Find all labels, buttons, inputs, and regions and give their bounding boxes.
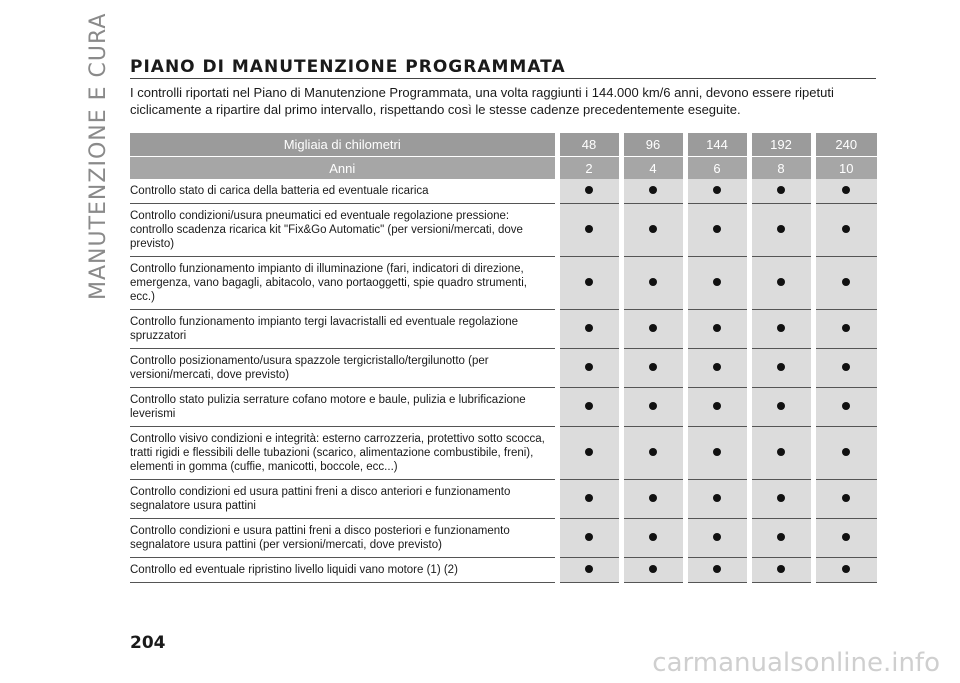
table-row bbox=[130, 519, 877, 558]
intro-paragraph: I controlli riportati nel Piano di Manutenzione Programmata, una volta raggiunti i 144.000 km/6 anni, devono essere ripetuti ciclicamente a ripartire dal primo intervallo, rispettando così le stesse cadenze precedentemente eseguite. bbox=[130, 85, 834, 117]
section-side-title: MANUTENZIONE E CURA bbox=[86, 12, 111, 300]
check-dot-icon bbox=[649, 186, 657, 194]
interval-cell bbox=[813, 257, 877, 310]
check-dot-icon bbox=[713, 402, 721, 410]
check-dot-icon bbox=[713, 186, 721, 194]
interval-cell bbox=[557, 349, 621, 388]
interval-cell bbox=[813, 310, 877, 349]
check-description: Controllo funzionamento impianto tergi lavacristalli ed eventuale regolazione spruzzatori bbox=[130, 310, 557, 349]
interval-cell bbox=[749, 349, 813, 388]
interval-cell bbox=[749, 558, 813, 583]
check-dot-icon bbox=[649, 363, 657, 371]
km-col-4: 192 bbox=[749, 133, 813, 157]
check-dot-icon bbox=[649, 448, 657, 456]
interval-cell bbox=[749, 179, 813, 204]
years-col-5: 10 bbox=[813, 157, 877, 180]
table-body bbox=[130, 179, 877, 583]
check-dot-icon bbox=[649, 324, 657, 332]
table-row bbox=[130, 310, 877, 349]
interval-cell bbox=[813, 349, 877, 388]
check-dot-icon bbox=[585, 533, 593, 541]
interval-cell bbox=[685, 388, 749, 427]
check-dot-icon bbox=[842, 402, 850, 410]
check-dot-icon bbox=[649, 225, 657, 233]
check-dot-icon bbox=[713, 324, 721, 332]
interval-cell bbox=[621, 310, 685, 349]
check-dot-icon bbox=[713, 448, 721, 456]
interval-cell bbox=[685, 349, 749, 388]
check-dot-icon bbox=[842, 225, 850, 233]
interval-cell bbox=[685, 204, 749, 257]
check-dot-icon bbox=[713, 225, 721, 233]
check-description: Controllo visivo condizioni e integrità: esterno carrozzeria, protettivo sotto scocca, tratti rigidi e flessibili delle tubazioni (scarico, alimentazione combustibile, freni), elementi in gomma (cuffie, manicotti, boccole, ecc...) bbox=[130, 427, 557, 480]
check-description: Controllo stato di carica della batteria ed eventuale ricarica bbox=[130, 179, 557, 204]
check-dot-icon bbox=[713, 363, 721, 371]
check-dot-icon bbox=[842, 448, 850, 456]
interval-cell bbox=[749, 204, 813, 257]
km-col-3: 144 bbox=[685, 133, 749, 157]
check-dot-icon bbox=[585, 448, 593, 456]
interval-cell bbox=[557, 257, 621, 310]
check-dot-icon bbox=[777, 565, 785, 573]
interval-cell bbox=[685, 480, 749, 519]
check-dot-icon bbox=[842, 565, 850, 573]
check-dot-icon bbox=[585, 324, 593, 332]
interval-cell bbox=[557, 388, 621, 427]
years-header-label: Anni bbox=[130, 157, 557, 180]
check-dot-icon bbox=[777, 448, 785, 456]
interval-cell bbox=[813, 204, 877, 257]
check-dot-icon bbox=[842, 324, 850, 332]
check-dot-icon bbox=[842, 278, 850, 286]
table-row bbox=[130, 349, 877, 388]
interval-cell bbox=[621, 257, 685, 310]
interval-cell bbox=[621, 349, 685, 388]
interval-cell bbox=[621, 519, 685, 558]
interval-cell bbox=[749, 427, 813, 480]
check-dot-icon bbox=[585, 363, 593, 371]
km-col-1: 48 bbox=[557, 133, 621, 157]
check-dot-icon bbox=[777, 402, 785, 410]
check-description: Controllo condizioni/usura pneumatici ed eventuale regolazione pressione: controllo scadenza ricarica kit "Fix&Go Automatic" (per versioni/mercati, dove previsto) bbox=[130, 204, 557, 257]
interval-cell bbox=[813, 519, 877, 558]
check-dot-icon bbox=[585, 278, 593, 286]
check-description: Controllo condizioni ed usura pattini freni a disco anteriori e funzionamento segnalatore usura pattini bbox=[130, 480, 557, 519]
interval-cell bbox=[813, 427, 877, 480]
years-col-2: 4 bbox=[621, 157, 685, 180]
check-dot-icon bbox=[842, 533, 850, 541]
interval-cell bbox=[621, 179, 685, 204]
interval-cell bbox=[557, 310, 621, 349]
years-header-row bbox=[130, 157, 877, 180]
check-dot-icon bbox=[777, 225, 785, 233]
years-col-4: 8 bbox=[749, 157, 813, 180]
check-dot-icon bbox=[585, 402, 593, 410]
check-dot-icon bbox=[777, 363, 785, 371]
km-header-row bbox=[130, 133, 877, 157]
check-dot-icon bbox=[777, 494, 785, 502]
interval-cell bbox=[621, 388, 685, 427]
interval-cell bbox=[813, 480, 877, 519]
check-dot-icon bbox=[777, 278, 785, 286]
interval-cell bbox=[557, 558, 621, 583]
check-dot-icon bbox=[585, 565, 593, 573]
title-divider bbox=[130, 78, 876, 79]
watermark: carmanualsonline.info bbox=[652, 648, 940, 678]
interval-cell bbox=[621, 427, 685, 480]
interval-cell bbox=[749, 257, 813, 310]
interval-cell bbox=[749, 388, 813, 427]
check-dot-icon bbox=[585, 494, 593, 502]
interval-cell bbox=[557, 179, 621, 204]
km-col-2: 96 bbox=[621, 133, 685, 157]
check-dot-icon bbox=[585, 225, 593, 233]
check-description: Controllo condizioni e usura pattini freni a disco posteriori e funzionamento segnalatore usura pattini (per versioni/mercati, dove previsto) bbox=[130, 519, 557, 558]
check-dot-icon bbox=[649, 533, 657, 541]
interval-cell bbox=[685, 257, 749, 310]
page-number: 204 bbox=[130, 633, 166, 653]
interval-cell bbox=[685, 519, 749, 558]
interval-cell bbox=[557, 427, 621, 480]
check-dot-icon bbox=[649, 402, 657, 410]
table-row bbox=[130, 558, 877, 583]
check-dot-icon bbox=[649, 278, 657, 286]
check-description: Controllo stato pulizia serrature cofano motore e baule, pulizia e lubrificazione leverismi bbox=[130, 388, 557, 427]
check-description: Controllo ed eventuale ripristino livello liquidi vano motore (1) (2) bbox=[130, 558, 557, 583]
check-dot-icon bbox=[842, 363, 850, 371]
years-col-1: 2 bbox=[557, 157, 621, 180]
interval-cell bbox=[813, 179, 877, 204]
check-dot-icon bbox=[585, 186, 593, 194]
interval-cell bbox=[621, 204, 685, 257]
interval-cell bbox=[557, 519, 621, 558]
check-description: Controllo posizionamento/usura spazzole tergicristallo/tergilunotto (per versioni/mercati, dove previsto) bbox=[130, 349, 557, 388]
check-dot-icon bbox=[842, 494, 850, 502]
check-dot-icon bbox=[777, 324, 785, 332]
page-title: PIANO DI MANUTENZIONE PROGRAMMATA bbox=[130, 57, 566, 77]
table-row bbox=[130, 179, 877, 204]
check-dot-icon bbox=[713, 565, 721, 573]
interval-cell bbox=[621, 480, 685, 519]
check-dot-icon bbox=[777, 533, 785, 541]
km-header-label: Migliaia di chilometri bbox=[130, 133, 557, 157]
table-row bbox=[130, 388, 877, 427]
check-description: Controllo funzionamento impianto di illuminazione (fari, indicatori di direzione, emergenza, vano bagagli, abitacolo, vano portaoggetti, spie quadro strumenti, ecc.) bbox=[130, 257, 557, 310]
check-dot-icon bbox=[842, 186, 850, 194]
check-dot-icon bbox=[649, 494, 657, 502]
table-row bbox=[130, 257, 877, 310]
table-row bbox=[130, 427, 877, 480]
check-dot-icon bbox=[713, 278, 721, 286]
interval-cell bbox=[621, 558, 685, 583]
interval-cell bbox=[749, 519, 813, 558]
interval-cell bbox=[749, 310, 813, 349]
interval-cell bbox=[685, 427, 749, 480]
check-dot-icon bbox=[649, 565, 657, 573]
interval-cell bbox=[557, 480, 621, 519]
interval-cell bbox=[813, 388, 877, 427]
interval-cell bbox=[685, 558, 749, 583]
interval-cell bbox=[685, 179, 749, 204]
table-row bbox=[130, 480, 877, 519]
years-col-3: 6 bbox=[685, 157, 749, 180]
check-dot-icon bbox=[777, 186, 785, 194]
check-dot-icon bbox=[713, 533, 721, 541]
interval-cell bbox=[813, 558, 877, 583]
check-dot-icon bbox=[713, 494, 721, 502]
maintenance-table bbox=[130, 133, 877, 583]
interval-cell bbox=[749, 480, 813, 519]
km-col-5: 240 bbox=[813, 133, 877, 157]
interval-cell bbox=[557, 204, 621, 257]
interval-cell bbox=[685, 310, 749, 349]
table-row bbox=[130, 204, 877, 257]
